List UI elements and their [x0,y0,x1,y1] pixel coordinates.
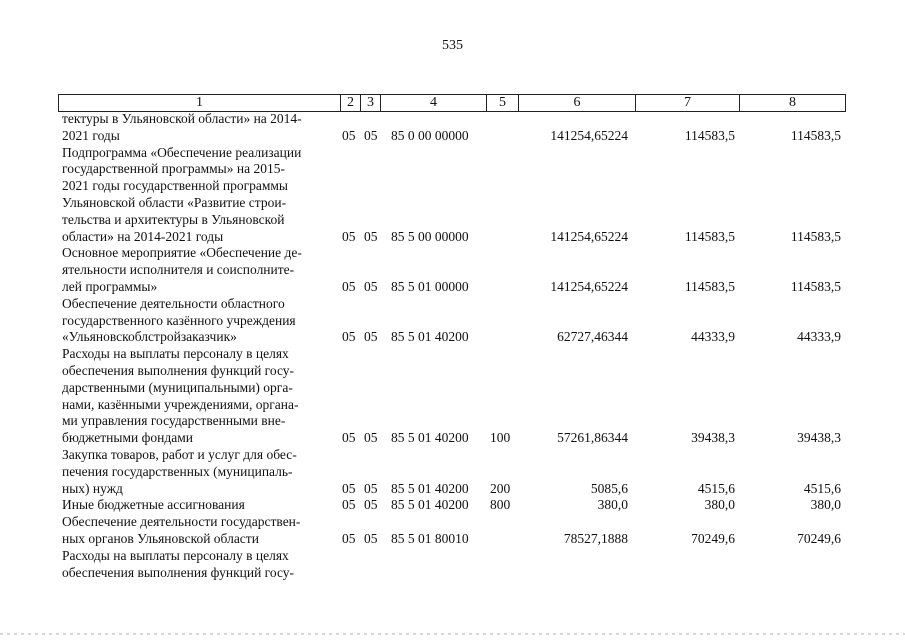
section-code: 05 [342,329,356,345]
amount-col-7: 44333,9 [691,329,735,345]
description-line: бюджетными фондами [62,430,193,446]
amount-col-6: 141254,65224 [550,127,628,143]
description-line: печения государственных (муниципаль- [62,463,293,479]
amount-col-6: 380,0 [597,497,628,513]
amount-col-6: 57261,86344 [557,430,628,446]
target-article-code: 85 5 01 40200 [391,480,469,496]
header-col-4: 4 [380,95,486,111]
description-line: ных органов Ульяновской области [62,530,259,546]
description-line: лей программы» [62,278,158,294]
table-row [0,329,905,346]
amount-col-8: 380,0 [810,497,841,513]
table-row [0,430,905,447]
header-col-2: 2 [340,95,360,111]
amount-col-8: 39438,3 [797,430,841,446]
description-line: ятельности исполнителя и соисполните- [62,262,295,278]
amount-col-6: 62727,46344 [557,329,628,345]
amount-col-7: 114583,5 [684,228,735,244]
section-code: 05 [342,127,356,143]
table-row [0,279,905,296]
description-line: дарственными (муниципальными) орга- [62,379,293,395]
amount-col-7: 380,0 [704,497,735,513]
amount-col-8: 4515,6 [803,480,841,496]
amount-col-8: 114583,5 [790,279,841,294]
description-line: обеспечения выполнения функций госу- [62,362,295,378]
scan-edge-noise [0,633,905,635]
header-col-8: 8 [739,95,845,111]
amount-col-7: 70249,6 [691,531,735,546]
table-header [58,94,846,112]
subsection-code: 05 [364,497,378,513]
table-row [0,497,905,514]
target-article-code: 85 5 01 00000 [391,279,469,294]
section-code: 05 [342,497,356,513]
target-article-code: 85 5 01 40200 [391,430,469,446]
header-col-1: 1 [196,95,203,110]
target-article-code: 85 5 00 00000 [391,228,469,244]
description-line: Подпрограмма «Обеспечение реализации [62,144,302,160]
target-article-code: 85 0 00 00000 [391,127,469,143]
subsection-code: 05 [364,228,378,244]
description-line: государственного казённого учреждения [62,312,296,328]
description-line: «Ульяновскоблстройзаказчик» [62,329,237,345]
expense-type-code: 200 [490,480,511,496]
description-line: Основное мероприятие «Обеспечение де- [62,245,302,261]
amount-col-8: 114583,5 [790,127,841,143]
header-col-6: 6 [518,95,635,111]
section-code: 05 [342,430,356,446]
amount-col-7: 39438,3 [691,430,735,446]
amount-col-6: 141254,65224 [550,279,628,294]
section-code: 05 [342,279,356,294]
section-code: 05 [342,531,356,546]
page-number: 535 [442,38,463,53]
header-col-3: 3 [360,95,380,111]
subsection-code: 05 [364,531,378,546]
table-row [0,128,905,145]
description-line: нами, казёнными учреждениями, органа- [62,396,299,412]
description-line: Иные бюджетные ассигнования [62,497,245,513]
section-code: 05 [342,480,356,496]
amount-col-8: 44333,9 [797,329,841,345]
amount-col-8: 70249,6 [797,531,841,546]
amount-col-6: 78527,1888 [563,531,628,546]
amount-col-8: 114583,5 [790,228,841,244]
section-code: 05 [342,228,356,244]
amount-col-7: 114583,5 [684,127,735,143]
target-article-code: 85 5 01 40200 [391,497,469,513]
table-row [0,481,905,498]
amount-col-7: 4515,6 [697,480,735,496]
description-line: Ульяновской области «Развитие строи- [62,194,287,210]
description-line: 2021 годы государственной программы [62,178,288,194]
description-line: тектуры в Ульяновской области» на 2014- [62,111,302,126]
table-row [0,531,905,548]
description-line: обеспечения выполнения функций госу- [62,564,295,580]
amount-col-7: 114583,5 [684,279,735,294]
description-line: ных) нужд [62,480,123,496]
target-article-code: 85 5 01 40200 [391,329,469,345]
expense-type-code: 100 [490,430,511,446]
description-line: Расходы на выплаты персоналу в целях [62,547,289,563]
description-line: Расходы на выплаты персоналу в целях [62,346,289,362]
expense-type-code: 800 [490,497,511,513]
amount-col-6: 141254,65224 [550,228,628,244]
description-line: государственной программы» на 2015- [62,161,285,177]
description-line: области» на 2014-2021 годы [62,228,224,244]
subsection-code: 05 [364,279,378,294]
row-description [62,548,334,582]
amount-col-6: 5085,6 [590,480,628,496]
description-line: Закупка товаров, работ и услуг для обес- [62,447,297,462]
description-line: тельства и архитектуры в Ульяновской [62,211,285,227]
subsection-code: 05 [364,480,378,496]
table-row [0,229,905,246]
description-line: Обеспечение деятельности областного [62,295,285,311]
header-col-7: 7 [635,95,739,111]
subsection-code: 05 [364,127,378,143]
description-line: Обеспечение деятельности государствен- [62,514,301,530]
subsection-code: 05 [364,430,378,446]
header-col-5: 5 [486,95,518,111]
description-line: ми управления государственными вне- [62,413,286,429]
subsection-code: 05 [364,329,378,345]
target-article-code: 85 5 01 80010 [391,531,469,546]
description-line: 2021 годы [62,127,120,143]
